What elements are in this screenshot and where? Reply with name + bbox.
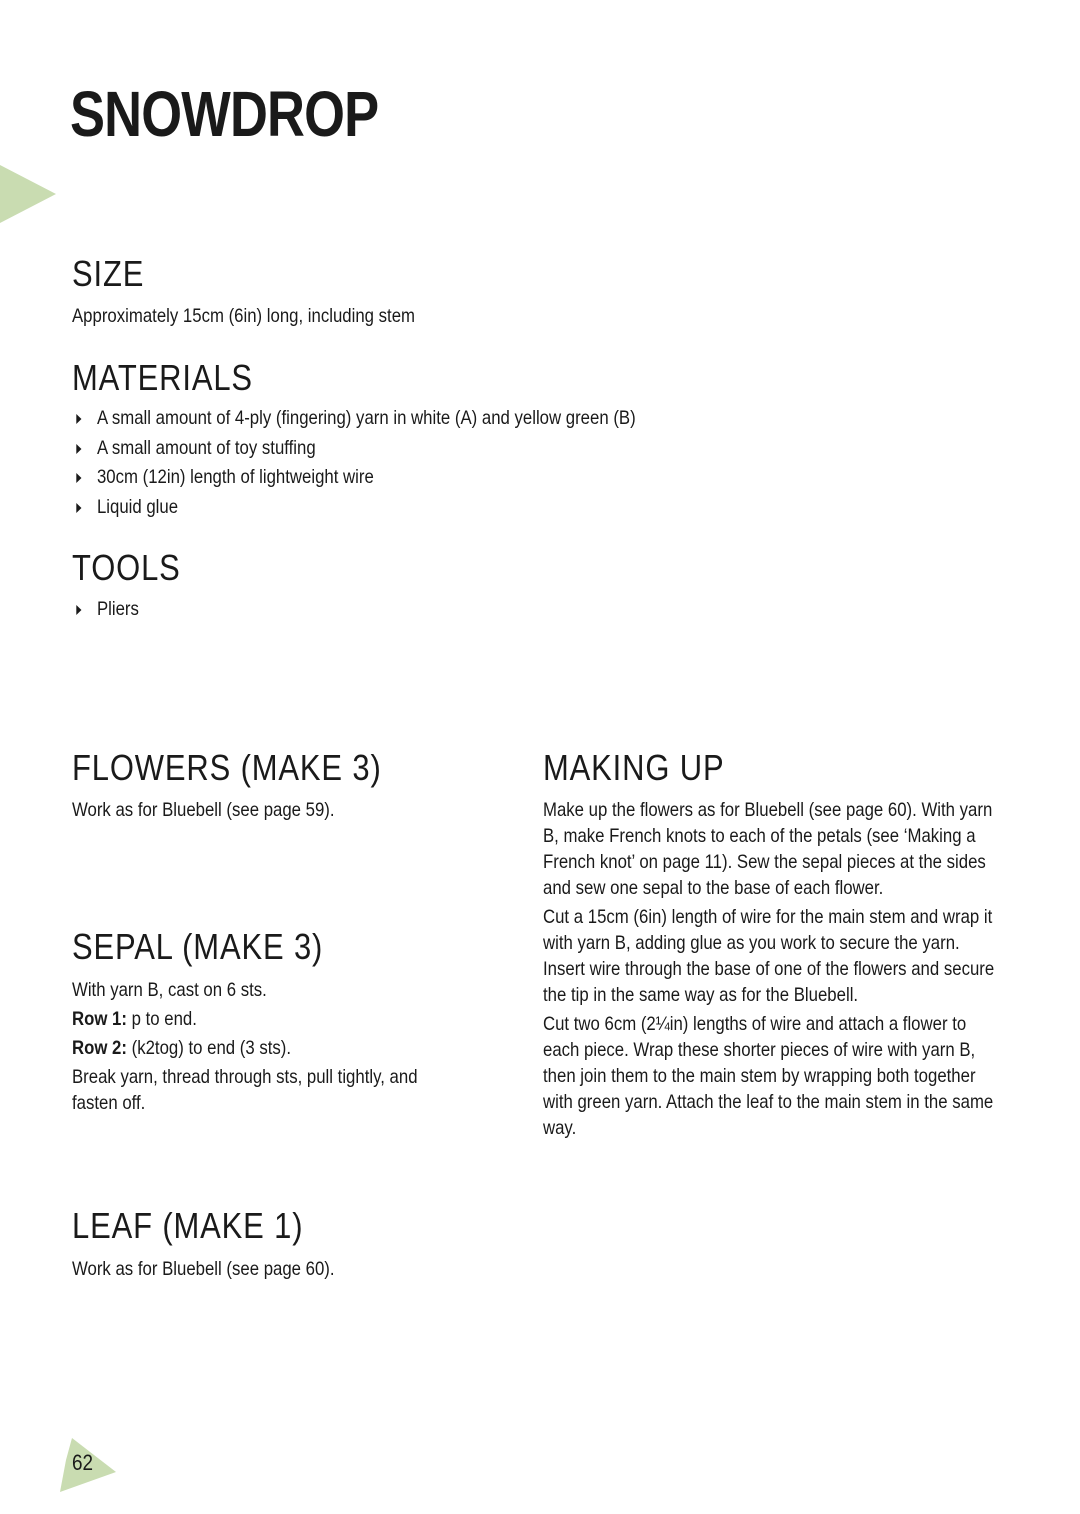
making-up-paragraph-1: Make up the flowers as for Bluebell (see page 60). With yarn B, make French knots to each of the petals (see ‘Making a French knot’ on page 11). Sew the sepal pieces at the sides and sew one sepal to the base of each flower.	[543, 799, 993, 899]
materials-list	[72, 404, 636, 522]
tools-list	[72, 595, 139, 625]
size-text	[72, 303, 415, 329]
tools-item-pliers: Pliers	[96, 598, 139, 620]
sepal-heading: SEPAL (MAKE 3)	[72, 926, 324, 967]
list-item	[72, 463, 636, 493]
row-2-text: (k2tog) to end (3 sts).	[126, 1037, 292, 1059]
leaf-heading: LEAF (MAKE 1)	[72, 1205, 304, 1246]
sepal-row-1	[72, 1006, 450, 1032]
leaf-description: Work as for Bluebell (see page 60).	[72, 1258, 335, 1280]
size-description: Approximately 15cm (6in) long, including stem	[72, 305, 416, 327]
making-up-instructions	[543, 797, 999, 1141]
making-up-heading: MAKING UP	[543, 747, 725, 788]
bullet-triangle-icon	[76, 414, 81, 424]
page-title: SNOWDROP	[70, 78, 379, 150]
triangle-marker-icon	[0, 165, 56, 223]
bullet-triangle-icon	[76, 503, 81, 513]
flowers-description: Work as for Bluebell (see page 59).	[72, 799, 335, 821]
materials-item-stuffing: A small amount of toy stuffing	[96, 436, 316, 459]
materials-item-glue: Liquid glue	[96, 495, 179, 518]
flowers-text	[72, 797, 335, 823]
flowers-heading: FLOWERS (MAKE 3)	[72, 747, 382, 788]
materials-item-wire: 30cm (12in) length of lightweight wire	[96, 466, 374, 488]
page-number: 62	[72, 1450, 94, 1475]
list-item	[72, 493, 636, 523]
sepal-finish: Break yarn, thread through sts, pull tightly, and fasten off.	[72, 1066, 418, 1114]
row-1-text: p to end.	[126, 1008, 197, 1030]
materials-item-yarn: A small amount of 4-ply (fingering) yarn in white (A) and yellow green (B)	[96, 407, 636, 429]
row-1-label: Row 1:	[72, 1008, 127, 1030]
sepal-intro: With yarn B, cast on 6 sts.	[72, 979, 267, 1001]
bullet-triangle-icon	[76, 444, 81, 454]
bullet-triangle-icon	[76, 473, 81, 483]
list-item	[72, 404, 636, 434]
making-up-paragraph-3: Cut two 6cm (2¼in) lengths of wire and attach a flower to each piece. Wrap these shorter pieces of wire with yarn B, then join them to the main stem by wrapping both together with green yarn. Attach the leaf to the main stem in the same way.	[543, 1013, 994, 1139]
bullet-triangle-icon	[76, 605, 81, 615]
tools-heading: TOOLS	[72, 547, 181, 588]
materials-heading: MATERIALS	[72, 357, 253, 398]
making-up-paragraph-2: Cut a 15cm (6in) length of wire for the main stem and wrap it with yarn B, adding glue as you work to secure the yarn. Insert wire through the base of one of the flowers and secure the tip in the same way as for the Bluebell.	[543, 906, 995, 1006]
leaf-text	[72, 1256, 335, 1282]
row-2-label: Row 2:	[72, 1037, 127, 1059]
sepal-instructions	[72, 977, 450, 1116]
sepal-row-2	[72, 1035, 450, 1061]
list-item	[72, 434, 636, 464]
list-item	[72, 595, 139, 625]
size-heading: SIZE	[72, 253, 145, 294]
